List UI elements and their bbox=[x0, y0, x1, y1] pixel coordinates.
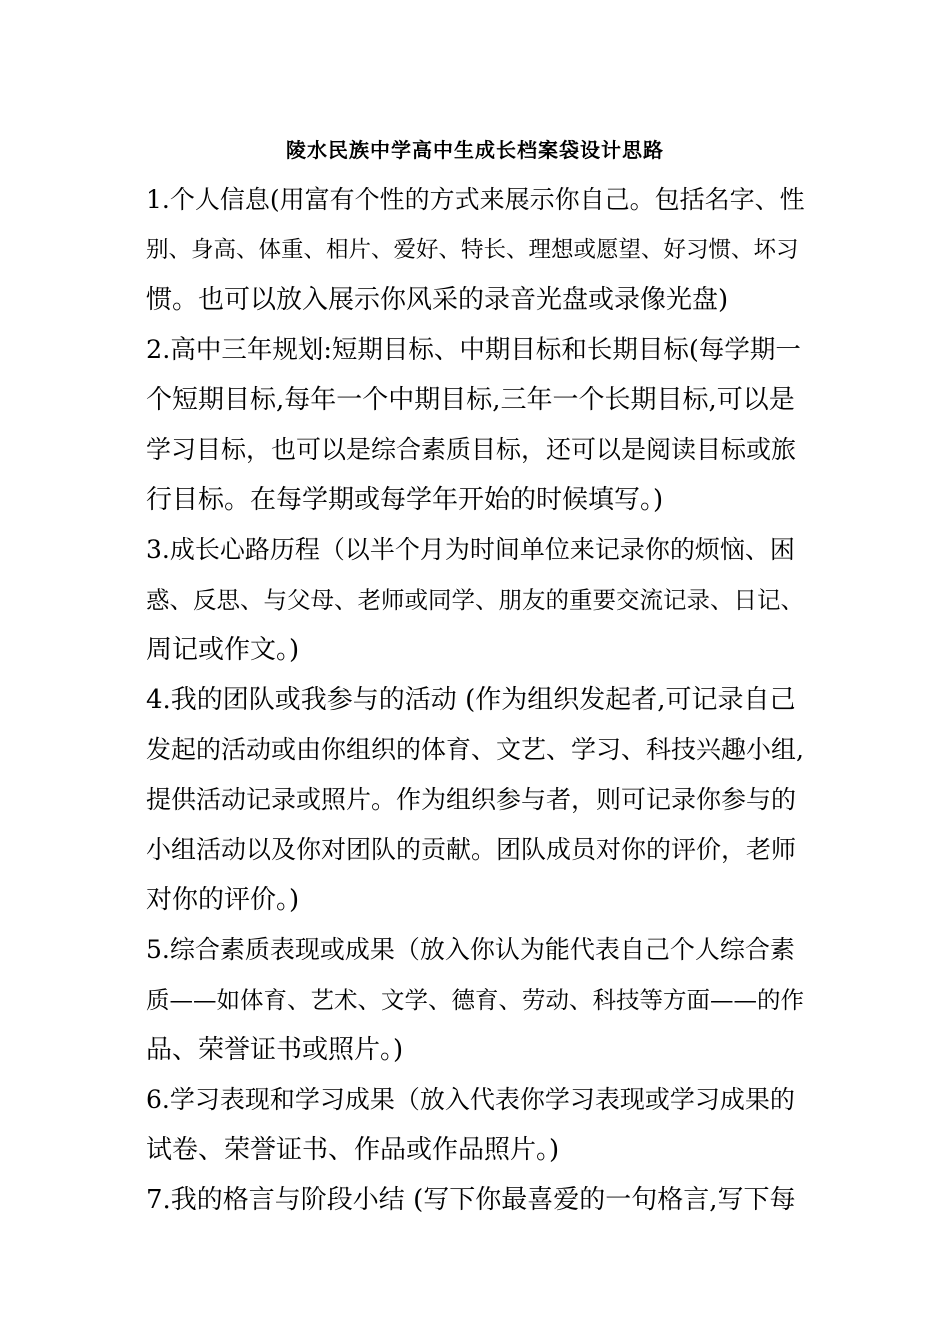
text-line: 个短期目标,每年一个中期目标,三年一个长期目标,可以是 bbox=[146, 385, 795, 415]
text-line: 6.学习表现和学习成果（放入代表你学习表现或学习成果的 bbox=[146, 1085, 795, 1114]
text-line: 试卷、荣誉证书、作品或作品照片。) bbox=[146, 1135, 560, 1165]
text-line: 7.我的格言与阶段小结 (写下你最喜爱的一句格言,写下每 bbox=[146, 1185, 796, 1215]
text-line: 2.高中三年规划:短期目标、中期目标和长期目标(每学期一 bbox=[146, 335, 801, 365]
text-line: 学习目标，也可以是综合素质目标，还可以是阅读目标或旅 bbox=[146, 435, 797, 464]
text-line: 1.个人信息(用富有个性的方式来展示你自己。包括名字、性 bbox=[146, 185, 805, 214]
text-line: 4.我的团队或我参与的活动 (作为组织发起者,可记录自己 bbox=[146, 685, 796, 715]
text-line: 对你的评价。) bbox=[146, 885, 300, 915]
text-line: 小组活动以及你对团队的贡献。团队成员对你的评价，老师 bbox=[146, 835, 797, 864]
text-line: 品、荣誉证书或照片。) bbox=[146, 1035, 404, 1065]
text-line: 周记或作文。) bbox=[146, 635, 300, 665]
text-line: 惯。也可以放入展示你风采的录音光盘或录像光盘) bbox=[146, 285, 729, 315]
text-line: 行目标。在每学期或每学年开始的时候填写。) bbox=[146, 485, 664, 515]
text-line: 5.综合素质表现或成果（放入你认为能代表自己个人综合素 bbox=[146, 935, 795, 964]
text-line: 质——如体育、艺术、文学、德育、劳动、科技等方面——的作 bbox=[146, 986, 804, 1014]
text-line: 3.成长心路历程（以半个月为时间单位来记录你的烦恼、困 bbox=[146, 535, 795, 564]
text-line: 发起的活动或由你组织的体育、文艺、学习、科技兴趣小组, bbox=[146, 735, 804, 764]
text-line: 提供活动记录或照片。作为组织参与者，则可记录你参与的 bbox=[146, 785, 797, 814]
document-title: 陵水民族中学高中生成长档案袋设计思路 bbox=[286, 138, 664, 162]
text-line: 别、身高、体重、相片、爱好、特长、理想或愿望、好习惯、坏习 bbox=[146, 237, 799, 263]
text-line: 惑、反思、与父母、老师或同学、朋友的重要交流记录、日记、 bbox=[146, 586, 804, 614]
